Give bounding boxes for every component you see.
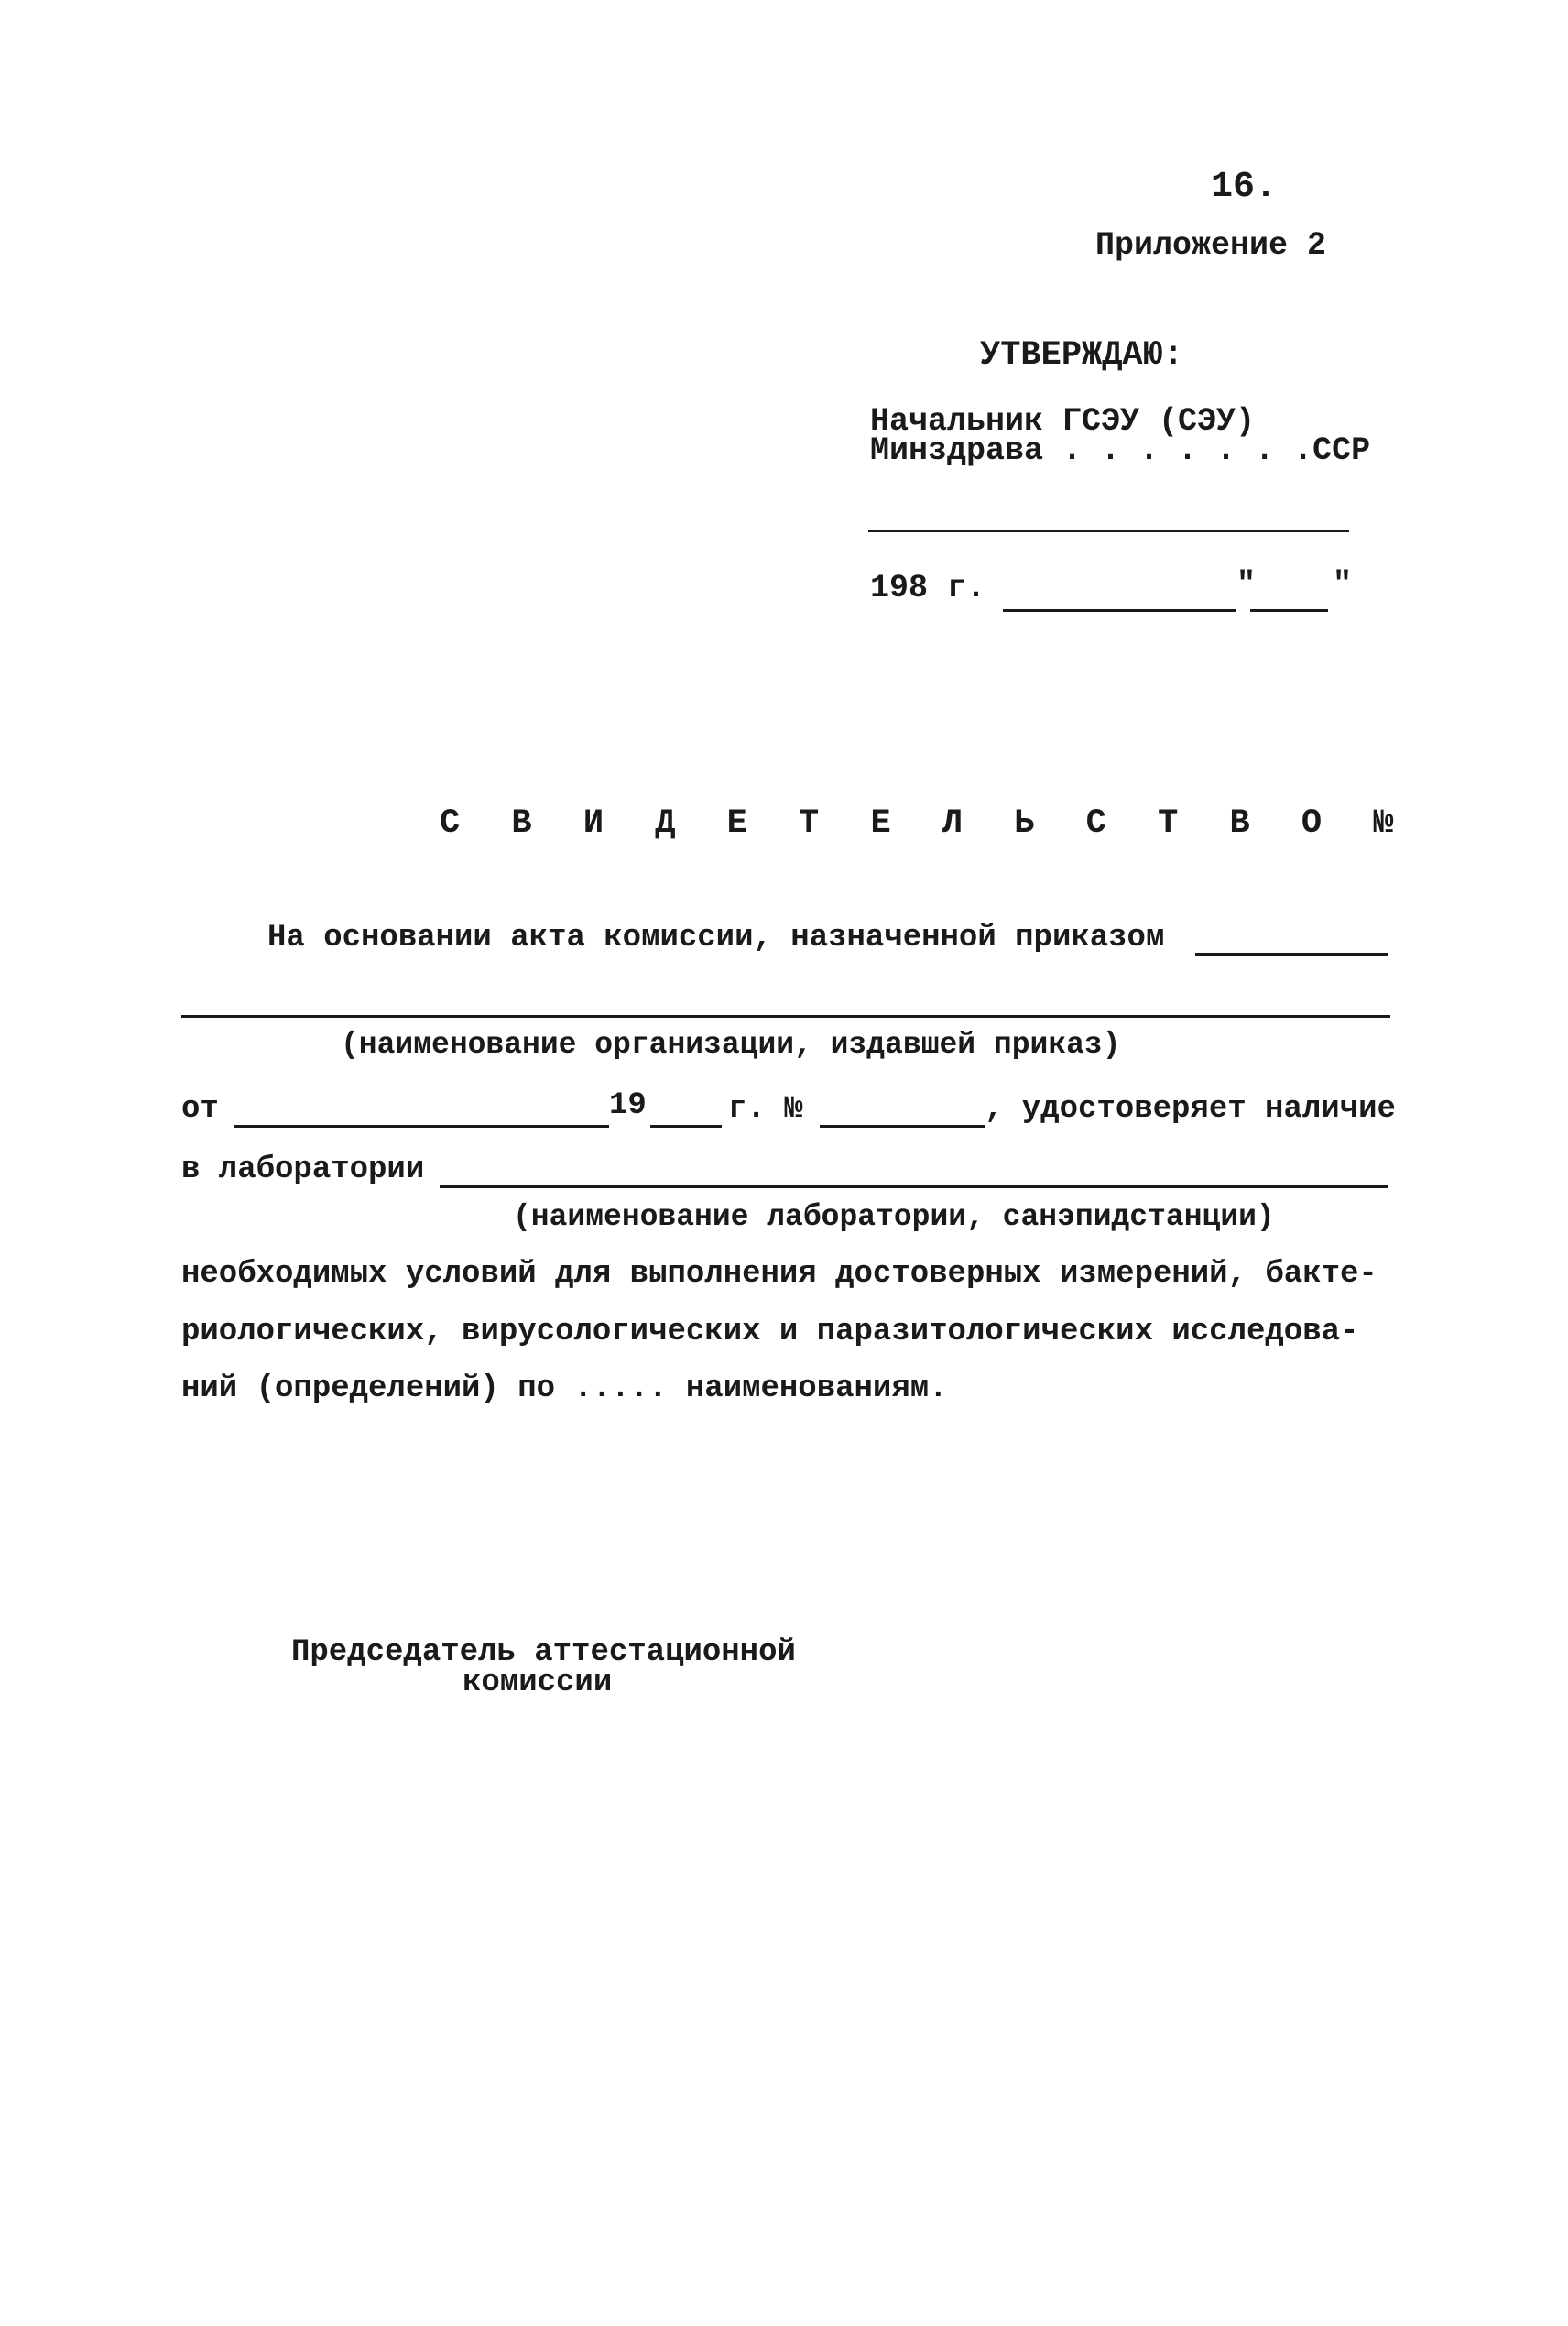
year-g-number: г. № — [728, 1092, 803, 1127]
year-fill-line — [650, 1125, 722, 1128]
approval-day-line — [1250, 609, 1328, 612]
year-19: 19 — [609, 1088, 647, 1123]
page-number: 16. — [1211, 167, 1278, 208]
order-fill-line — [1195, 953, 1388, 956]
paragraph-line2: риологических, вирусологических и паразитологических исследова- — [181, 1315, 1359, 1349]
approve-label: УТВЕРЖДАЮ: — [980, 336, 1184, 375]
signature-title-line1: Председатель аттестационной — [291, 1635, 796, 1670]
intro-text: На основании акта комиссии, назначенной приказом — [267, 921, 1165, 956]
appendix-label: Приложение 2 — [1095, 227, 1327, 264]
approval-year: 198 г. — [870, 570, 986, 606]
paragraph-line1: необходимых условий для выполнения достоверных измерений, бакте- — [181, 1257, 1377, 1292]
document-title: С В И Д Е Т Е Л Ь С Т В О № — [440, 804, 1410, 843]
organization-caption: (наименование организации, издавшей приказ) — [341, 1028, 1121, 1062]
approver-position-line2: Минздрава . . . . . . .ССР — [870, 432, 1371, 469]
approval-month-line — [1003, 609, 1236, 612]
date-fill-line — [234, 1125, 609, 1128]
in-lab-label: в лаборатории — [181, 1152, 425, 1187]
paragraph-line3: ний (определений) по ..... наименованиям. — [181, 1371, 948, 1406]
approval-quote-close: " — [1333, 566, 1353, 603]
number-fill-line — [820, 1125, 985, 1128]
approver-position-line1: Начальник ГСЭУ (СЭУ) — [870, 403, 1256, 440]
lab-fill-line — [440, 1185, 1388, 1188]
lab-caption: (наименование лаборатории, санэпидстанции) — [513, 1200, 1275, 1234]
signature-title-line2: комиссии — [463, 1665, 613, 1700]
from-label: от — [181, 1092, 219, 1127]
certifies-text: , удостоверяет наличие — [985, 1092, 1396, 1127]
approver-signature-line — [868, 530, 1349, 532]
approval-quote-open: " — [1236, 566, 1257, 603]
organization-fill-line — [181, 1015, 1390, 1018]
